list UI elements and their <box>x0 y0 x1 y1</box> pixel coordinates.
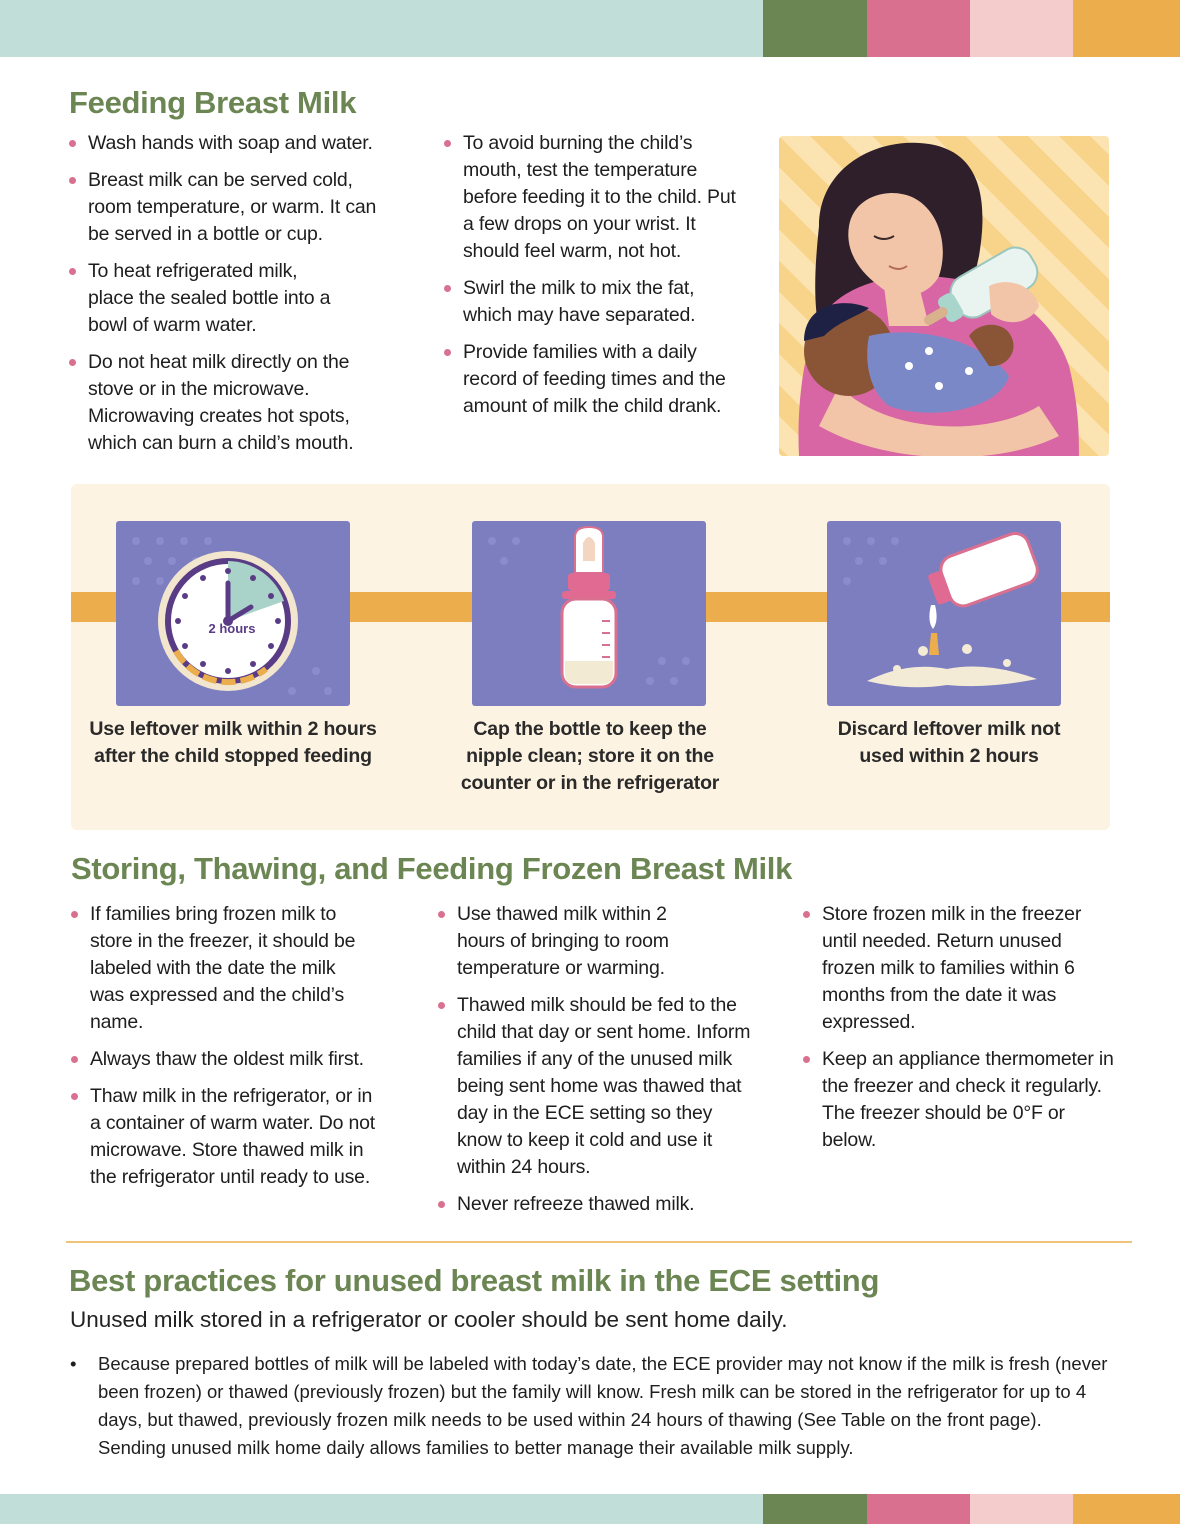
caption-cap-the-bottle: Cap the bottle to keep the nipple clean; store it on the counter or in the refrigerator <box>460 718 720 794</box>
list-item: Swirl the milk to mix the fat, which may have separated. <box>441 275 738 329</box>
list-item: To avoid burning the child’s mouth, test the temperature before feeding it to the child. Put a few drops on your wrist. It should feel warm, not hot. <box>441 130 748 265</box>
bottle-tile <box>472 521 706 706</box>
discard-tile <box>827 521 1061 706</box>
best-practices-subtitle: Unused milk stored in a refrigerator or cooler should be sent home daily. <box>70 1307 788 1332</box>
feeding-list-col1 <box>66 130 396 467</box>
frozen-list-col2 <box>435 901 751 1228</box>
list-item: Thaw milk in the refrigerator, or in a container of warm water. Do not microwave. Store thawed milk in the refrigerator until ready to use. <box>68 1083 380 1191</box>
list-item: Wash hands with soap and water. <box>66 130 396 157</box>
list-item: Thawed milk should be fed to the child that day or sent home. Inform families if any of the unused milk being sent home was thawed that day in the ECE setting so they know to keep it cold and use it within 24 hours. <box>435 992 757 1181</box>
list-item: If families bring frozen milk to store in the freezer, it should be labeled with the date the milk was expressed and the child’s name. <box>68 901 365 1036</box>
frozen-title: Storing, Thawing, and Feeding Frozen Breast Milk <box>71 851 793 886</box>
caption-discard-leftover: Discard leftover milk not used within 2 hours <box>837 718 1061 767</box>
list-item: Keep an appliance thermometer in the freezer and check it regularly. The freezer should be 0°F or below. <box>800 1046 1122 1154</box>
feeding-list-col2 <box>441 130 736 430</box>
leftover-milk-panel <box>71 484 1110 830</box>
list-item: Use thawed milk within 2 hours of bringing to room temperature or warming. <box>435 901 717 982</box>
frozen-list-col3 <box>800 901 1114 1164</box>
bottom-color-stripe <box>0 1494 1180 1524</box>
clock-tile <box>116 521 350 706</box>
frozen-list-col1 <box>68 901 388 1201</box>
list-item: Never refreeze thawed milk. <box>435 1191 745 1218</box>
list-item: Provide families with a daily record of feeding times and the amount of milk the child drank. <box>441 339 736 420</box>
best-practices-bullet <box>70 1350 1110 1462</box>
list-item: Store frozen milk in the freezer until needed. Return unused frozen milk to families within 6 months from the date it was expressed. <box>800 901 1112 1036</box>
list-item: Do not heat milk directly on the stove or in the microwave. Microwaving creates hot spots, which can burn a child’s mouth. <box>66 349 393 457</box>
caption-leftover-within-2-hours: Use leftover milk within 2 hours after the child stopped feeding <box>89 718 377 767</box>
list-item: Breast milk can be served cold, room temperature, or warm. It can be served in a bottle or cup. <box>66 167 396 248</box>
clock-icon <box>116 521 350 706</box>
baby-bottle-icon <box>472 521 706 706</box>
list-item: Always thaw the oldest milk first. <box>68 1046 410 1073</box>
caregiver-feeding-illustration <box>779 136 1109 456</box>
bullet-marker: • <box>70 1353 77 1374</box>
feeding-title: Feeding Breast Milk <box>69 85 357 120</box>
clock-label: 2 hours <box>208 621 256 636</box>
list-item: To heat refrigerated milk, place the sealed bottle into a bowl of warm water. <box>66 258 343 339</box>
best-practices-text: Because prepared bottles of milk will be labeled with today’s date, the ECE provider may not know if the milk is fresh (never been frozen) or thawed (previously frozen) but the family will know. Fresh milk can be stored in the refrigerator for up to 4 days, but thawed, previously frozen milk needs to be used within 24 hours of thawing (See Table on the front page). Sending unused milk home daily allows families to better manage their available milk supply. <box>98 1353 1108 1458</box>
top-color-stripe <box>0 0 1180 57</box>
spilled-bottle-icon <box>827 521 1061 706</box>
best-practices-title: Best practices for unused breast milk in the ECE setting <box>69 1263 880 1298</box>
section-divider <box>66 1241 1132 1243</box>
